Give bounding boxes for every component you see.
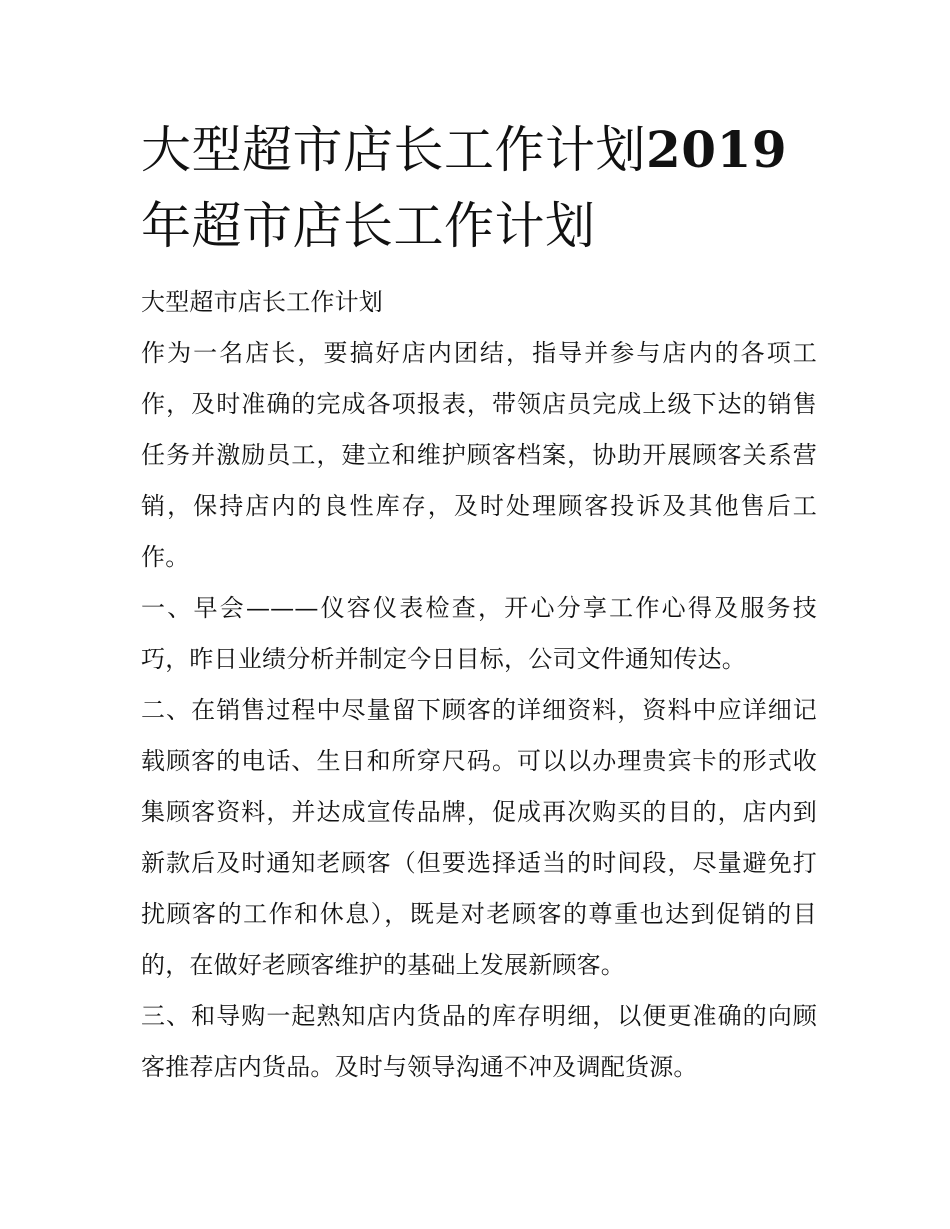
section-1-paragraph: 一、早会———仪容仪表检查，开心分享工作心得及服务技巧，昨日业绩分析并制定今日目标，公司文件通知传达。 (141, 594, 817, 673)
section-3-paragraph: 三、和导购一起熟知店内货品的库存明细，以便更准确的向顾客推荐店内货品。及时与领导沟通不冲及调配货源。 (141, 1002, 817, 1081)
title-year: 2019 (646, 120, 788, 179)
subtitle-paragraph: 大型超市店长工作计划 (141, 288, 383, 316)
intro-paragraph: 作为一名店长，要搞好店内团结，指导并参与店内的各项工作，及时准确的完成各项报表，带领店员完成上级下达的销售任务并激励员工，建立和维护顾客档案，协助开展顾客关系营销，保持店内的良性库存，及时处理顾客投诉及其他售后工作。 (141, 339, 817, 571)
title-part-1: 大型超市店长工作计划 (141, 121, 646, 179)
document-title (141, 112, 821, 264)
document-body (141, 277, 817, 1093)
section-2-paragraph: 二、在销售过程中尽量留下顾客的详细资料，资料中应详细记载顾客的电话、生日和所穿尺码。可以以办理贵宾卡的形式收集顾客资料，并达成宣传品牌，促成再次购买的目的，店内到新款后及时通知老顾客（但要选择适当的时间段，尽量避免打扰顾客的工作和休息），既是对老顾客的尊重也达到促销的目的，在做好老顾客维护的基础上发展新顾客。 (141, 696, 817, 979)
title-part-2: 年超市店长工作计划 (141, 197, 596, 255)
